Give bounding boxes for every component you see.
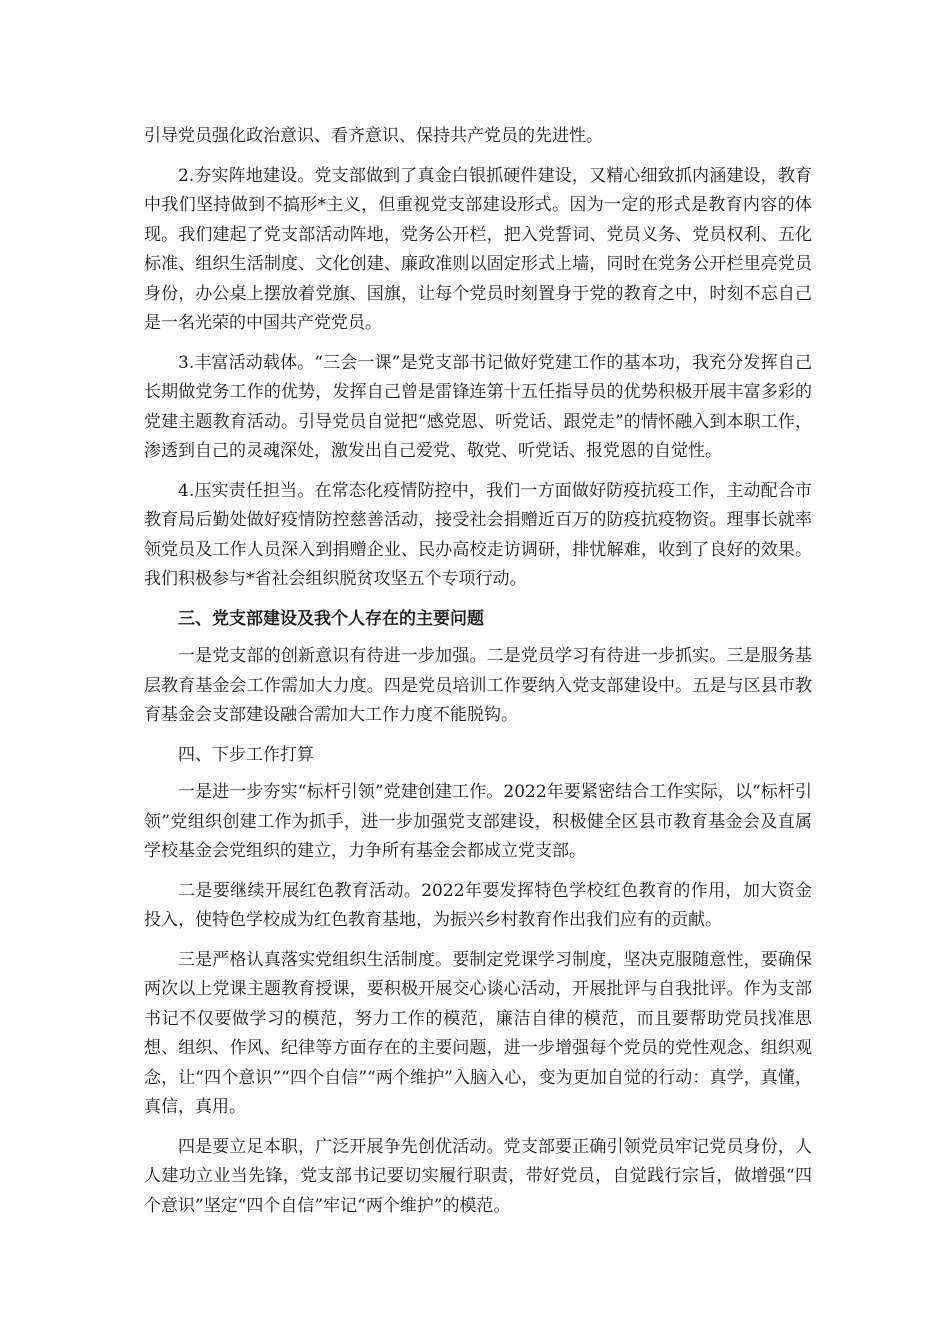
- paragraph-problems: 一是党支部的创新意识有待进一步加强。二是党员学习有待进一步抓实。三是服务基层教育基金会工作需加大力度。四是党员培训工作要纳入党支部建设中。五是与区县市教育基金会支部建设融合需加大工作力度不能脱钩。: [144, 646, 812, 725]
- section-heading-next-steps: 四、下步工作打算: [178, 744, 314, 765]
- paragraph-plan-2: 二是要继续开展红色教育活动。2022年要发挥特色学校红色教育的作用，加大资金投入，使特色学校成为红色教育基地，为振兴乡村教育作出我们应有的贡献。: [144, 880, 812, 930]
- paragraph-intro-continuation: 引导党员强化政治意识、看齐意识、保持共产党员的先进性。: [144, 126, 603, 146]
- document-body: [144, 122, 812, 1231]
- paragraph-activity-carriers: 3.丰富活动载体。“三会一课”是党支部书记做好党建工作的基本功，我充分发挥自己长期做党务工作的优势，发挥自己曾是雷锋连第十五任指导员的优势积极开展丰富多彩的党建主题教育活动。引导党员自觉把“感党恩、听党话、跟党走”的情怀融入到本职工作，渗透到自己的灵魂深处，激发出自己爱党、敬党、听党话、报党恩的自觉性。: [144, 352, 812, 461]
- paragraph-position-building: 2.夯实阵地建设。党支部做到了真金白银抓硬件建设，又精心细致抓内涵建设，教育中我们坚持做到不搞形*主义，但重视党支部建设形式。因为一定的形式是教育内容的体现。我们建起了党支部活动阵地，党务公开栏，把入党誓词、党员义务、党员权利、五化标准、组织生活制度、文化创建、廉政准则以固定形式上墙，同时在党务公开栏里亮党员身份，办公桌上摆放着党旗、国旗，让每个党员时刻置身于党的教育之中，时刻不忘自己是一名光荣的中国共产党党员。: [144, 165, 812, 333]
- paragraph-plan-3: 三是严格认真落实党组织生活制度。要制定党课学习制度，坚决克服随意性，要确保两次以上党课主题教育授课，要积极开展交心谈心活动，开展批评与自我批评。作为支部书记不仅要做学习的模范，努力工作的模范，廉洁自律的模范，而且要帮助党员找准思想、组织、作风、纪律等方面存在的主要问题，进一步增强每个党员的党性观念、组织观念，让“四个意识”“四个自信”“两个维护”入脑入心，变为更加自觉的行动：真学，真懂，真信，真用。: [144, 949, 812, 1117]
- paragraph-responsibility: 4.压实责任担当。在常态化疫情防控中，我们一方面做好防疫抗疫工作，主动配合市教育局后勤处做好疫情防控慈善活动，接受社会捐赠近百万的防疫抗疫物资。理事长就率领党员及工作人员深入到捐赠企业、民办高校走访调研，排忧解难，收到了良好的效果。我们积极参与*省社会组织脱贫攻坚五个专项行动。: [144, 480, 812, 589]
- paragraph-plan-1: 一是进一步夯实“标杆引领”党建创建工作。2022年要紧密结合工作实际，以“标杆引领”党组织创建工作为抓手，进一步加强党支部建设，积极健全区县市教育基金会及直属学校基金会党组织的建立，力争所有基金会都成立党支部。: [144, 782, 812, 861]
- paragraph-plan-4: 四是要立足本职，广泛开展争先创优活动。党支部要正确引领党员牢记党员身份，人人建功立业当先锋，党支部书记要切实履行职责，带好党员，自觉践行宗旨，做增强“四个意识”坚定“四个自信”牢记“两个维护”的模范。: [144, 1136, 812, 1216]
- section-heading-problems: 三、党支部建设及我个人存在的主要问题: [178, 608, 484, 629]
